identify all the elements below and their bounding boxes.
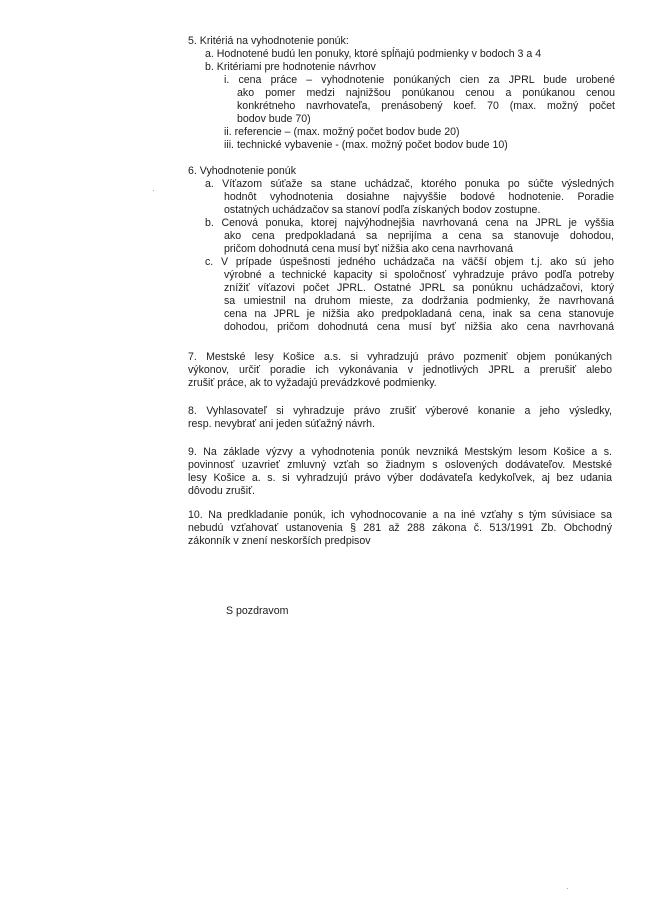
section-5-heading: 5. Kritériá na vyhodnotenie ponúk: (188, 35, 349, 47)
section-7-line: výkonov, určiť poradie ich vykonávania v jednotlivých JPRL a prerušiť alebo (188, 364, 612, 376)
section-9-line: 9. Na základe výzvy a vyhodnotenia ponúk nevzniká Mestským lesom Košice a s. (188, 446, 612, 458)
section-9-line: povinnosť uzavrieť zmluvný vzťah so žiadnym s oslovených dodávateľov. Mestské (188, 459, 612, 471)
section-5-item-b: b. Kritériami pre hodnotenie návrhov (205, 61, 376, 73)
section-6-item-c-line: sa umiestnil na druhom mieste, za dodržania podmienky, že navrhovaná (224, 295, 614, 307)
section-6-item-c-line: výrobné a technické kapacity si spoločnosť vyhradzuje právo podľa potreby (224, 269, 614, 281)
section-7-line: 7. Mestské lesy Košice a.s. si vyhradzujú právo pozmeniť objem ponúkaných (188, 351, 612, 363)
section-10-line: nebudú vzťahovať ustanovenia § 281 až 288 zákona č. 513/1991 Zb. Obchodný (188, 522, 612, 534)
section-5-subitem-i-line: i. cena práce – vyhodnotenie ponúkaných cien za JPRL bude urobené (224, 74, 615, 86)
section-6-heading: 6. Vyhodnotenie ponúk (188, 165, 296, 177)
section-5-subitem-iii: iii. technické vybavenie - (max. možný počet bodov bude 10) (224, 139, 508, 151)
section-9-line: lesy Košice a. s. si vyhradzujú právo výber dodávateľa kedykoľvek, aj bez udania (188, 472, 612, 484)
section-10-line: 10. Na predkladanie ponúk, ich vyhodnocovanie a na iné vzťahy s tým súvisiace sa (188, 509, 612, 521)
section-5-subitem-i-line: konkrétneho navrhovateľa, prenásobený koef. 70 (max. možný počet (237, 100, 615, 112)
section-6-item-b-line: ako cena predpokladaná sa neprijíma a cena sa stanovuje dohodou, (224, 230, 614, 242)
section-6-item-c-line: c. V prípade úspešnosti jedného uchádzača na väčší objem t.j. ako sú jeho (205, 256, 614, 268)
section-6-item-c-line: dohodou, pričom dohodnutá cena musí byť nižšia ako cena navrhovaná (224, 321, 614, 333)
section-9-line: dôvodu zrušiť. (188, 485, 255, 497)
section-8-line: resp. nevybrať ani jeden súťažný návrh. (188, 418, 375, 430)
section-5-subitem-i-line: bodov bude 70) (237, 113, 311, 125)
section-5-subitem-ii: ii. referencie – (max. možný počet bodov bude 20) (224, 126, 460, 138)
section-8-line: 8. Vyhlasovateľ si vyhradzuje právo zrušiť výberové konanie a jeho výsledky, (188, 405, 612, 417)
section-5-item-a: a. Hodnotené budú len ponuky, ktoré spĺňajú podmienky v bodoch 3 a 4 (205, 48, 542, 60)
section-10-line: zákonník v znení neskorších predpisov (188, 535, 371, 547)
section-6-item-a-line: a. Víťazom súťaže sa stane uchádzač, ktorého ponuka po súčte výsledných (205, 178, 614, 190)
section-6-item-a-line: ostatných uchádzačov sa stanoví podľa získaných bodov zostupne. (224, 204, 541, 216)
scan-mark: · (566, 883, 569, 893)
section-6-item-c-line: cena na JPRL je nižšia ako predpokladaná cena, inak sa cena stanovuje (224, 308, 614, 320)
section-6-item-b-line: pričom dohodnutá cena musí byť nižšia ako cena navrhovaná (224, 243, 514, 255)
section-7-line: zrušiť práce, ak to vyžadajú prevádzkové podmienky. (188, 377, 437, 389)
section-6-item-a-line: hodnôt vyhodnotenia dosiahne najvyššie bodové hodnotenie. Poradie (224, 191, 614, 203)
section-6-item-b-line: b. Cenová ponuka, ktorej najvýhodnejšia navrhovaná cena na JPRL je vyššia (205, 217, 614, 229)
scan-mark: · (152, 185, 155, 195)
section-6-item-c-line: znížiť víťazovi počet JPRL. Ostatné JPRL sa ponúknu uchádzačovi, ktorý (224, 282, 614, 294)
closing-greeting: S pozdravom (226, 605, 289, 617)
section-5-subitem-i-line: ako pomer medzi najnižšou ponúkanou cenou a ponúkanou cenou (237, 87, 615, 99)
